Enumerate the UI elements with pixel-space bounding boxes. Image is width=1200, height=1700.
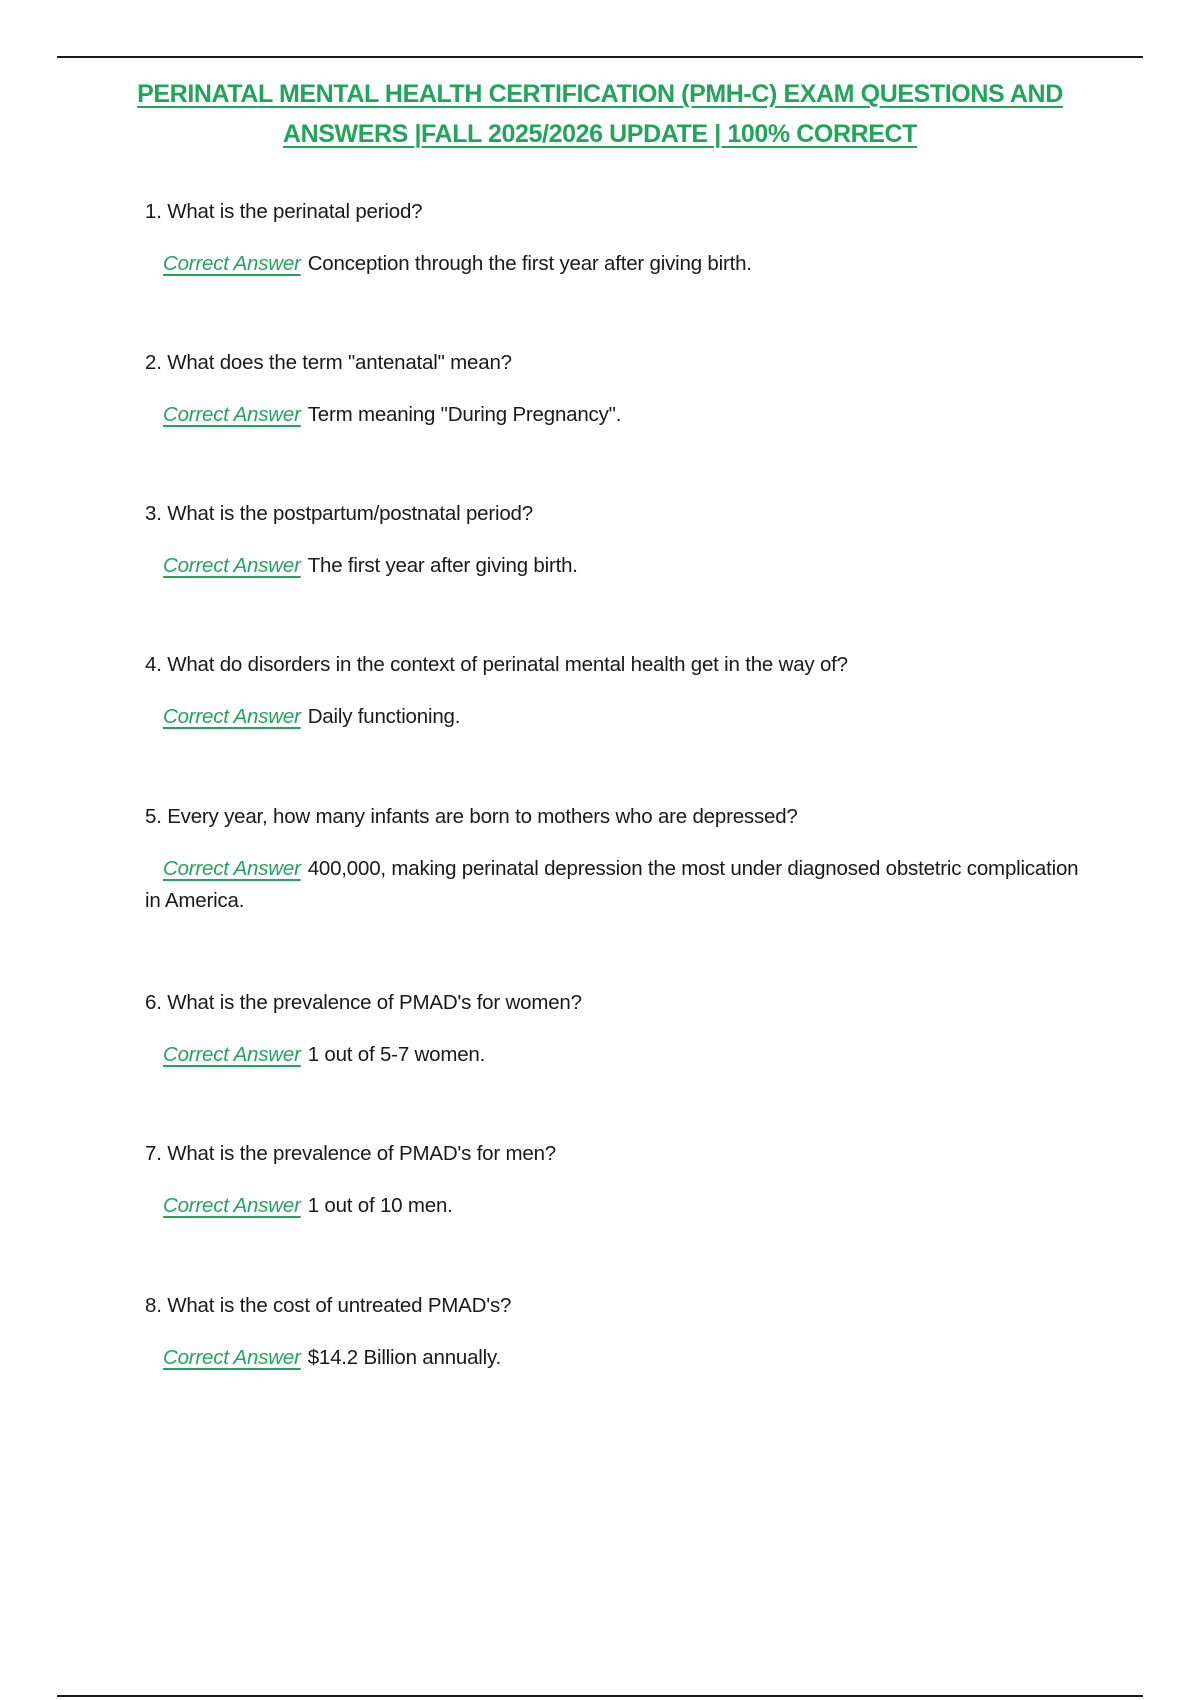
answer-label: Correct Answer — [163, 1346, 301, 1369]
answer-text: Daily functioning. — [307, 705, 461, 728]
answer-block — [145, 701, 1085, 733]
qa-item-3 — [145, 500, 1085, 582]
qa-item-8 — [145, 1292, 1085, 1374]
qa-item-1 — [145, 198, 1085, 280]
title-line-2: ANSWERS |FALL 2025/2026 UPDATE | 100% CORRECT — [282, 120, 918, 148]
qa-item-4 — [145, 651, 1085, 733]
answer-label: Correct Answer — [163, 554, 301, 577]
question-text: 1. What is the perinatal period? — [145, 200, 423, 223]
answer-block — [145, 248, 1085, 280]
answer-text: Conception through the first year after giving birth. — [307, 252, 752, 275]
answer-text: Term meaning "During Pregnancy". — [307, 403, 622, 426]
answer-label: Correct Answer — [163, 705, 301, 728]
answer-label: Correct Answer — [163, 403, 301, 426]
bottom-rule — [57, 1695, 1143, 1697]
answer-block — [145, 1342, 1085, 1374]
answer-block — [145, 1039, 1085, 1071]
question-text: 8. What is the cost of untreated PMAD's? — [145, 1294, 512, 1317]
answer-label: Correct Answer — [163, 1043, 301, 1066]
answer-text: 400,000, making perinatal depression the most under diagnosed obstetric complication in America. — [145, 857, 1079, 912]
question-text: 7. What is the prevalence of PMAD's for men? — [145, 1142, 556, 1165]
answer-block — [145, 1190, 1085, 1222]
question-text: 2. What does the term "antenatal" mean? — [145, 351, 512, 374]
answer-text: 1 out of 10 men. — [307, 1194, 453, 1217]
top-rule — [57, 56, 1143, 58]
answer-label: Correct Answer — [163, 857, 301, 880]
answer-text: The first year after giving birth. — [307, 554, 578, 577]
answer-text: 1 out of 5-7 women. — [307, 1043, 486, 1066]
answer-block — [145, 399, 1085, 431]
qa-item-2 — [145, 349, 1085, 431]
question-text: 6. What is the prevalence of PMAD's for women? — [145, 991, 582, 1014]
answer-label: Correct Answer — [163, 1194, 301, 1217]
question-text: 5. Every year, how many infants are born to mothers who are depressed? — [145, 805, 798, 828]
question-text: 4. What do disorders in the context of perinatal mental health get in the way of? — [145, 653, 848, 676]
answer-block — [145, 853, 1085, 917]
question-text: 3. What is the postpartum/postnatal period? — [145, 502, 533, 525]
qa-item-6 — [145, 989, 1085, 1071]
answer-text: $14.2 Billion annually. — [307, 1346, 502, 1369]
qa-item-7 — [145, 1140, 1085, 1222]
answer-label: Correct Answer — [163, 252, 301, 275]
title-line-1: PERINATAL MENTAL HEALTH CERTIFICATION (PMH-C) EXAM QUESTIONS AND — [137, 80, 1063, 108]
document-title — [100, 74, 1100, 154]
answer-block — [145, 550, 1085, 582]
qa-item-5 — [145, 803, 1085, 917]
